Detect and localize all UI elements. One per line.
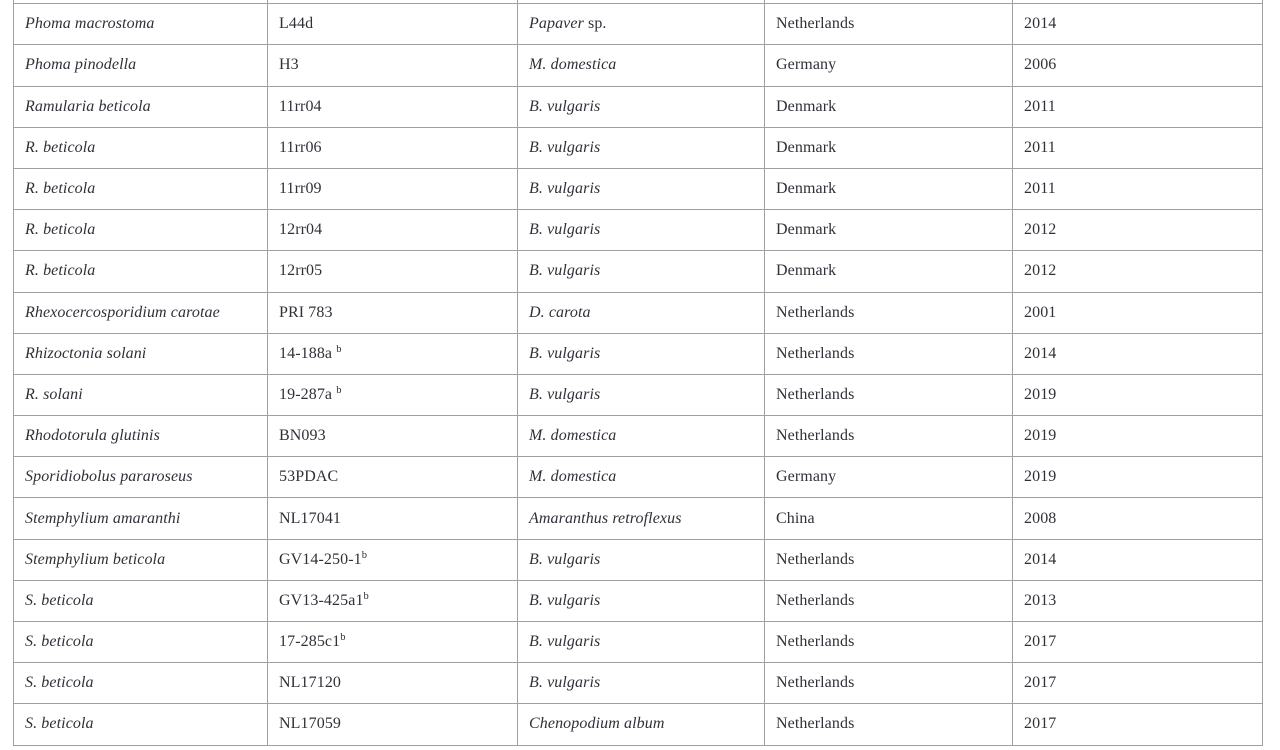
year-cell: 2008: [1013, 498, 1263, 539]
host-name: B. vulgaris: [529, 262, 601, 280]
strain-cell: [268, 333, 518, 374]
host-cell: [518, 292, 765, 333]
species-name: S. beticola: [25, 633, 94, 651]
host-cell: [518, 168, 765, 209]
host-name: M. domestica: [529, 468, 617, 486]
table-row: [14, 4, 1263, 45]
country-cell: Netherlands: [765, 292, 1013, 333]
strain-cell: [268, 457, 518, 498]
strain-cell: [268, 622, 518, 663]
year-cell: 2012: [1013, 251, 1263, 292]
table-row: [14, 127, 1263, 168]
strain-cell: [268, 498, 518, 539]
species-name: Ramularia beticola: [25, 97, 151, 115]
species-cell: [14, 333, 268, 374]
footnote-mark-b: b: [340, 632, 346, 644]
host-name: Papaver: [529, 15, 584, 33]
table-row: [14, 580, 1263, 621]
country-cell: Netherlands: [765, 622, 1013, 663]
strain-code: H3: [279, 56, 299, 74]
country-cell: Netherlands: [765, 333, 1013, 374]
host-cell: [518, 622, 765, 663]
strain-cell: [268, 86, 518, 127]
country-cell: Denmark: [765, 86, 1013, 127]
year-cell: 2017: [1013, 663, 1263, 704]
species-name: R. beticola: [25, 262, 96, 280]
year-cell: 2011: [1013, 86, 1263, 127]
species-name: R. beticola: [25, 180, 96, 198]
host-name: D. carota: [529, 303, 591, 321]
species-cell: [14, 210, 268, 251]
host-name: B. vulgaris: [529, 591, 601, 609]
strain-cell: [268, 374, 518, 415]
strain-cell: [268, 539, 518, 580]
species-cell: [14, 292, 268, 333]
strain-cell: [268, 45, 518, 86]
year-cell: 2019: [1013, 416, 1263, 457]
table-row: [14, 704, 1263, 745]
species-cell: [14, 4, 268, 45]
species-name: Stemphylium beticola: [25, 550, 166, 568]
species-name: Sporidiobolus pararoseus: [25, 468, 193, 486]
species-cell: [14, 704, 268, 745]
year-cell: 2014: [1013, 333, 1263, 374]
strain-cell: [268, 704, 518, 745]
species-name: Rhexocercosporidium carotae: [25, 303, 220, 321]
country-cell: Netherlands: [765, 4, 1013, 45]
host-name: Chenopodium album: [529, 715, 665, 733]
strain-code: NL17041: [279, 509, 342, 527]
country-cell: Germany: [765, 457, 1013, 498]
table-row: [14, 251, 1263, 292]
country-cell: Denmark: [765, 127, 1013, 168]
table-row: [14, 210, 1263, 251]
footnote-mark-b: b: [363, 590, 369, 602]
table-row: [14, 374, 1263, 415]
strain-cell: [268, 416, 518, 457]
species-cell: [14, 45, 268, 86]
strain-cell: [268, 168, 518, 209]
year-cell: 2001: [1013, 292, 1263, 333]
species-cell: [14, 498, 268, 539]
country-cell: Denmark: [765, 251, 1013, 292]
table-row: [14, 457, 1263, 498]
host-name: M. domestica: [529, 56, 617, 74]
host-cell: [518, 704, 765, 745]
strain-cell: [268, 292, 518, 333]
species-name: R. solani: [25, 385, 83, 403]
host-cell: [518, 663, 765, 704]
country-cell: Netherlands: [765, 416, 1013, 457]
host-name: B. vulgaris: [529, 674, 601, 692]
strain-cell: [268, 127, 518, 168]
strain-code: PRI 783: [279, 303, 333, 321]
species-name: S. beticola: [25, 674, 94, 692]
year-cell: 2013: [1013, 580, 1263, 621]
year-cell: 2019: [1013, 374, 1263, 415]
host-cell: [518, 4, 765, 45]
year-cell: 2019: [1013, 457, 1263, 498]
strain-code: 12rr04: [279, 221, 323, 239]
species-name: R. beticola: [25, 221, 96, 239]
host-name: B. vulgaris: [529, 344, 601, 362]
species-cell: [14, 539, 268, 580]
fungal-isolates-table: [13, 0, 1263, 746]
species-cell: [14, 127, 268, 168]
host-name: B. vulgaris: [529, 385, 601, 403]
country-cell: China: [765, 498, 1013, 539]
country-cell: Netherlands: [765, 580, 1013, 621]
year-cell: 2014: [1013, 539, 1263, 580]
strain-cell: [268, 210, 518, 251]
strain-cell: [268, 580, 518, 621]
strain-code: 11rr09: [279, 180, 322, 198]
table-row: [14, 416, 1263, 457]
host-cell: [518, 251, 765, 292]
host-cell: [518, 457, 765, 498]
species-name: Phoma macrostoma: [25, 15, 155, 33]
species-cell: [14, 663, 268, 704]
strain-code: L44d: [279, 15, 314, 33]
table-row: [14, 45, 1263, 86]
year-cell: 2014: [1013, 4, 1263, 45]
year-cell: 2017: [1013, 704, 1263, 745]
host-name: Amaranthus retroflexus: [529, 509, 682, 527]
host-cell: [518, 127, 765, 168]
species-name: S. beticola: [25, 591, 94, 609]
year-cell: 2017: [1013, 622, 1263, 663]
year-cell: 2006: [1013, 45, 1263, 86]
species-name: S. beticola: [25, 715, 94, 733]
host-cell: [518, 374, 765, 415]
host-name: B. vulgaris: [529, 633, 601, 651]
host-cell: [518, 580, 765, 621]
species-cell: [14, 374, 268, 415]
species-name: R. beticola: [25, 138, 96, 156]
host-cell: [518, 416, 765, 457]
species-name: Phoma pinodella: [25, 56, 137, 74]
host-cell: [518, 333, 765, 374]
host-cell: [518, 210, 765, 251]
host-name: B. vulgaris: [529, 550, 601, 568]
strain-code: GV13-425a1: [279, 591, 364, 609]
species-name: Rhodotorula glutinis: [25, 427, 160, 445]
strain-cell: [268, 251, 518, 292]
table-row: [14, 333, 1263, 374]
country-cell: Denmark: [765, 210, 1013, 251]
table-row: [14, 622, 1263, 663]
table-row: [14, 292, 1263, 333]
strain-code: BN093: [279, 427, 326, 445]
species-cell: [14, 580, 268, 621]
strain-code: NL17120: [279, 674, 342, 692]
species-cell: [14, 622, 268, 663]
strain-cell: [268, 663, 518, 704]
country-cell: Netherlands: [765, 539, 1013, 580]
host-cell: [518, 498, 765, 539]
species-cell: [14, 168, 268, 209]
strain-cell: [268, 4, 518, 45]
strain-code: 14-188a: [279, 344, 337, 362]
strain-code: 11rr04: [279, 97, 322, 115]
strain-code: 53PDAC: [279, 468, 339, 486]
host-name: B. vulgaris: [529, 138, 601, 156]
strain-code: 19-287a: [279, 385, 337, 403]
species-name: Rhizoctonia solani: [25, 344, 147, 362]
footnote-mark-b: b: [361, 549, 368, 561]
table-body: [14, 0, 1263, 745]
species-cell: [14, 457, 268, 498]
country-cell: Netherlands: [765, 374, 1013, 415]
host-name: B. vulgaris: [529, 221, 601, 239]
host-cell: [518, 539, 765, 580]
host-cell: [518, 86, 765, 127]
species-cell: [14, 251, 268, 292]
country-cell: Netherlands: [765, 663, 1013, 704]
country-cell: Netherlands: [765, 704, 1013, 745]
footnote-mark-b: b: [336, 343, 342, 355]
host-suffix: sp.: [583, 15, 607, 33]
host-cell: [518, 45, 765, 86]
country-cell: Germany: [765, 45, 1013, 86]
strain-code: 11rr06: [279, 138, 322, 156]
table-row: [14, 498, 1263, 539]
year-cell: 2011: [1013, 127, 1263, 168]
table-row: [14, 168, 1263, 209]
table-row: [14, 86, 1263, 127]
strain-code: GV14-250-1: [279, 550, 362, 568]
species-cell: [14, 416, 268, 457]
host-name: B. vulgaris: [529, 97, 601, 115]
host-name: M. domestica: [529, 427, 617, 445]
year-cell: 2012: [1013, 210, 1263, 251]
table-row: [14, 663, 1263, 704]
country-cell: Denmark: [765, 168, 1013, 209]
species-cell: [14, 86, 268, 127]
table-row: [14, 539, 1263, 580]
strain-code: 12rr05: [279, 262, 323, 280]
footnote-mark-b: b: [336, 384, 342, 396]
host-name: B. vulgaris: [529, 180, 601, 198]
strain-code: 17-285c1: [279, 633, 341, 651]
species-name: Stemphylium amaranthi: [25, 509, 181, 527]
strain-code: NL17059: [279, 715, 342, 733]
year-cell: 2011: [1013, 168, 1263, 209]
